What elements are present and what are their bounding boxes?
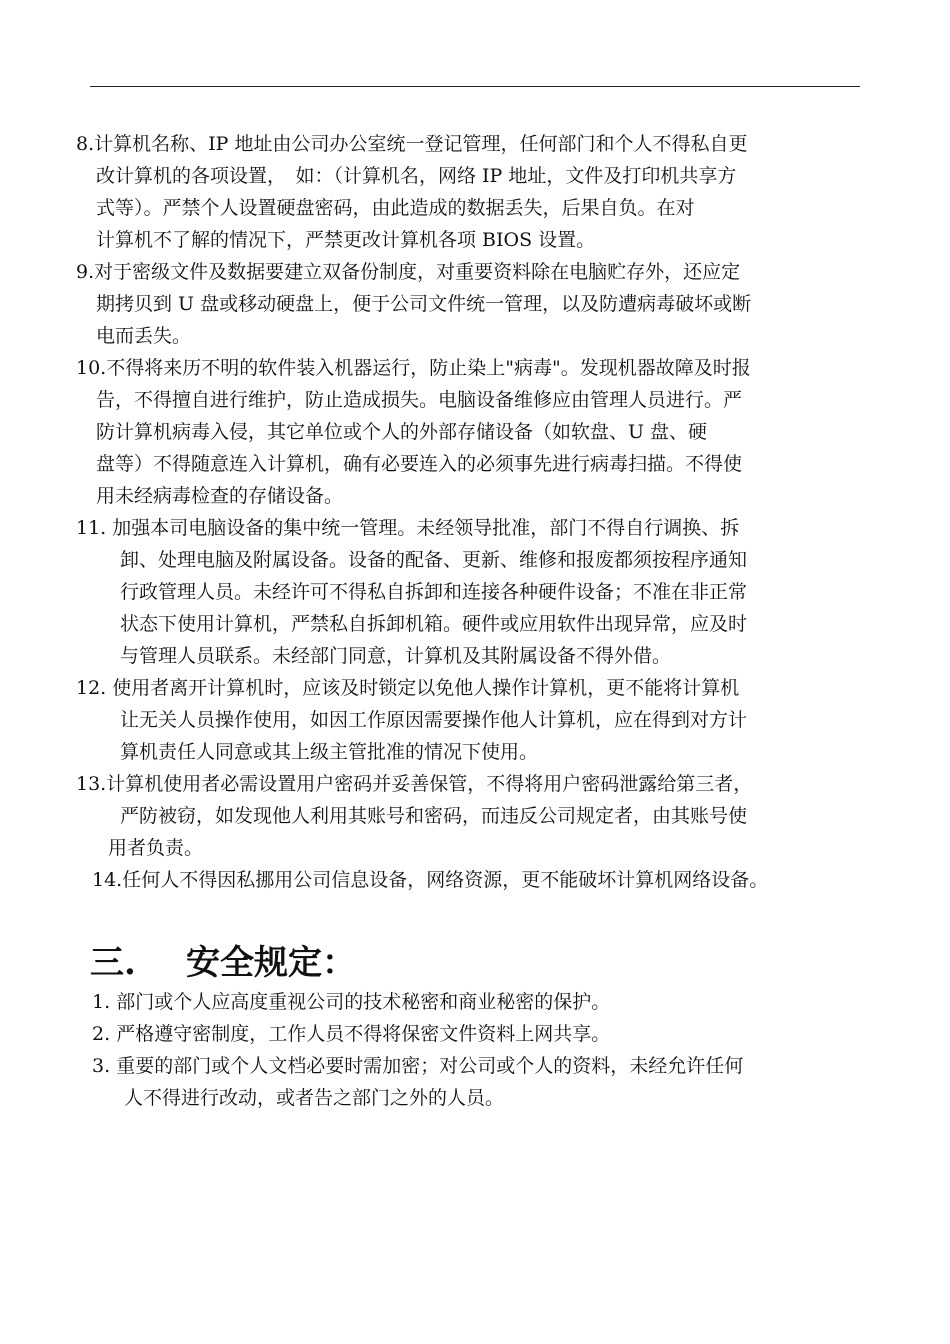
list-item-10-line-5: 用未经病毒检查的存储设备。 [96,485,344,507]
list-item-8-line-1: 8.计算机名称、IP 地址由公司办公室统一登记管理，任何部门和个人不得私自更 [76,133,748,155]
section-item-3-line-1: 3. 重要的部门或个人文档必要时需加密；对公司或个人的资料，未经允许任何 [92,1055,744,1077]
list-item-11-line-4: 状态下使用计算机，严禁私自拆卸机箱。硬件或应用软件出现异常，应及时 [120,613,748,635]
section-item-3-line-2: 人不得进行改动，或者告之部门之外的人员。 [124,1087,505,1109]
list-item-9-line-1: 9.对于密级文件及数据要建立双备份制度，对重要资料除在电脑贮存外，还应定 [76,261,741,283]
list-item-14-line-1: 14.任何人不得因私挪用公司信息设备，网络资源，更不能破坏计算机网络设备。 [92,869,769,891]
section-item-2: 2. 严格遵守密制度，工作人员不得将保密文件资料上网共享。 [92,1023,611,1045]
item-number: 11. [76,517,107,539]
item-number: 1. [92,991,111,1013]
list-item-11-line-2: 卸、处理电脑及附属设备。设备的配备、更新、维修和报废都须按程序通知 [120,549,748,571]
list-item-8-line-3: 式等）。严禁个人设置硬盘密码，由此造成的数据丢失，后果自负。在对 [96,197,695,219]
section-item-1: 1. 部门或个人应高度重视公司的技术秘密和商业秘密的保护。 [92,991,611,1013]
list-item-11-line-1: 11. 加强本司电脑设备的集中统一管理。未经领导批准，部门不得自行调换、拆 [76,517,740,539]
list-item-10-line-1: 10.不得将来历不明的软件装入机器运行，防止染上"病毒"。发现机器故障及时报 [76,357,751,379]
item-number: 2. [92,1023,111,1045]
list-item-11-line-5: 与管理人员联系。未经部门同意，计算机及其附属设备不得外借。 [120,645,672,667]
list-item-13-line-1: 13.计算机使用者必需设置用户密码并妥善保管，不得将用户密码泄露给第三者， [76,773,753,795]
list-item-12-line-3: 算机责任人同意或其上级主管批准的情况下使用。 [120,741,539,763]
list-item-9-line-2: 期拷贝到 U 盘或移动硬盘上，便于公司文件统一管理，以及防遭病毒破坏或断 [96,293,752,315]
list-item-13-line-3: 用者负责。 [108,837,204,859]
item-number: 9. [76,261,95,283]
list-item-10-line-2: 告，不得擅自进行维护，防止造成损失。电脑设备维修应由管理人员进行。严 [96,389,743,411]
item-number: 12. [76,677,107,699]
item-number: 10. [76,357,107,379]
section-heading [90,938,356,988]
list-item-11-line-3: 行政管理人员。未经许可不得私自拆卸和连接各种硬件设备；不准在非正常 [120,581,748,603]
list-item-13-line-2: 严防被窃，如发现他人利用其账号和密码，而违反公司规定者，由其账号使 [120,805,748,827]
list-item-8-line-4: 计算机不了解的情况下，严禁更改计算机各项 BIOS 设置。 [96,229,596,251]
section-title: 安全规定： [186,943,356,983]
list-item-10-line-4: 盘等）不得随意连入计算机，确有必要连入的必须事先进行病毒扫描。不得使 [96,453,743,475]
list-item-10-line-3: 防计算机病毒入侵，其它单位或个人的外部存储设备（如软盘、U 盘、硬 [96,421,708,443]
list-item-8-line-2: 改计算机的各项设置， 如：（计算机名，网络 IP 地址，文件及打印机共享方 [96,165,737,187]
list-item-12-line-1: 12. 使用者离开计算机时，应该及时锁定以免他人操作计算机，更不能将计算机 [76,677,740,699]
item-number: 13. [76,773,107,795]
item-number: 14. [92,869,123,891]
item-number: 8. [76,133,95,155]
header-rule [90,86,860,87]
item-number: 3. [92,1055,111,1077]
list-item-12-line-2: 让无关人员操作使用，如因工作原因需要操作他人计算机，应在得到对方计 [120,709,748,731]
section-number: 三. [90,943,136,983]
list-item-9-line-3: 电而丢失。 [96,325,192,347]
